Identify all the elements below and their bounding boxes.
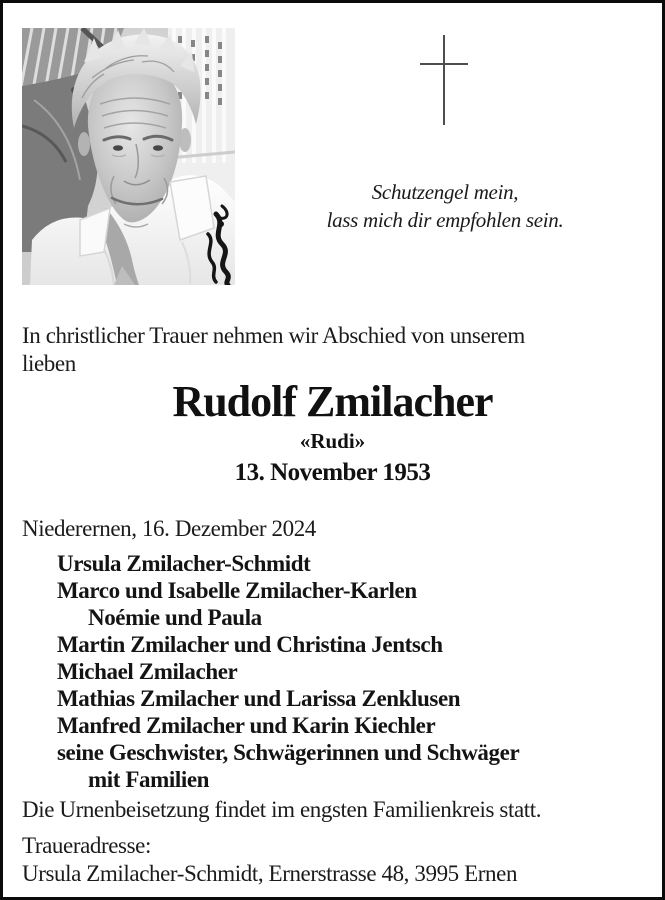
- mourner-row: seine Geschwister, Schwägerinnen und Schwäger: [57, 740, 520, 765]
- portrait-photo-image: [22, 28, 235, 285]
- mourner-row: mit Familien: [88, 767, 210, 792]
- mourner-row: Noémie und Paula: [88, 605, 262, 630]
- verse-line-2: lass mich dir empfohlen sein.: [326, 208, 564, 232]
- mourner-row: Michael Zmilacher: [57, 659, 238, 684]
- address-line: Ursula Zmilacher-Schmidt, Ernerstrasse 48, 3995 Ernen: [22, 861, 518, 886]
- intro-line-2: lieben: [22, 351, 76, 376]
- place-and-date: Niederernen, 16. Dezember 2024: [22, 516, 316, 541]
- mourner-row: Mathias Zmilacher und Larissa Zenklusen: [57, 686, 461, 711]
- verse-line-1: Schutzengel mein,: [371, 180, 519, 204]
- mourner-row: Manfred Zmilacher und Karin Kiechler: [57, 713, 436, 738]
- memorial-verse: [327, 178, 564, 234]
- cross-icon-vertical: [443, 35, 445, 125]
- address-label: Traueradresse:: [22, 833, 151, 858]
- birth-date: 13. November 1953: [234, 459, 431, 486]
- intro-line-1: In christlicher Trauer nehmen wir Abschied von unserem: [22, 323, 525, 348]
- mourner-row: Martin Zmilacher und Christina Jentsch: [57, 632, 443, 657]
- mourner-row: Marco und Isabelle Zmilacher-Karlen: [57, 578, 417, 603]
- mourner-row: Ursula Zmilacher-Schmidt: [57, 551, 311, 576]
- deceased-name: Rudolf Zmilacher: [172, 377, 493, 426]
- deceased-nickname: «Rudi»: [299, 429, 366, 453]
- cross-icon-horizontal: [420, 63, 468, 65]
- portrait-photo: [22, 28, 235, 285]
- mourners-list: [57, 550, 519, 793]
- intro-paragraph: [22, 322, 525, 378]
- funeral-notice: Die Urnenbeisetzung findet im engsten Familienkreis statt.: [22, 797, 542, 822]
